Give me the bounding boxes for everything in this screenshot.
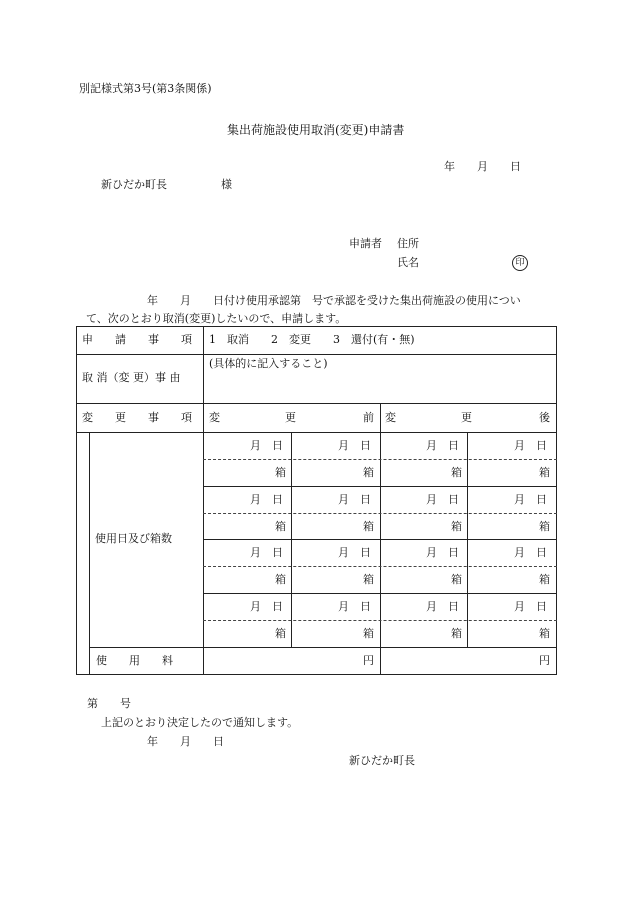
box-cell: 箱 [451, 573, 462, 586]
date-cell: 月 日 [250, 600, 283, 613]
name-label: 氏名 [397, 256, 419, 269]
application-form-table [76, 326, 557, 675]
notice-number: 第 号 [87, 697, 131, 710]
after-header-left: 変 [385, 411, 396, 424]
box-cell: 箱 [363, 627, 374, 640]
box-cell: 箱 [275, 627, 286, 640]
date-cell: 月 日 [426, 546, 459, 559]
date-cell: 月 日 [514, 600, 547, 613]
before-header-left: 変 [209, 411, 220, 424]
box-cell: 箱 [363, 573, 374, 586]
before-header-mid: 更 [285, 411, 296, 424]
date-cell: 月 日 [250, 439, 283, 452]
after-header-mid: 更 [461, 411, 472, 424]
date-cell: 月 日 [514, 493, 547, 506]
box-cell: 箱 [539, 520, 550, 533]
box-cell: 箱 [451, 520, 462, 533]
date-cell: 月 日 [338, 439, 371, 452]
box-cell: 箱 [539, 573, 550, 586]
honorific: 様 [221, 178, 232, 191]
addressee: 新ひだか町長 [101, 178, 167, 191]
date-cell: 月 日 [250, 546, 283, 559]
date-cell: 月 日 [338, 600, 371, 613]
date-cell: 月 日 [426, 600, 459, 613]
application-item-label: 申 請 事 項 [82, 333, 192, 346]
applicant-label: 申請者 [349, 237, 382, 250]
box-cell: 箱 [275, 466, 286, 479]
notice-text: 上記のとおり決定したので通知します。 [101, 716, 299, 729]
yen-after: 円 [539, 654, 550, 667]
usage-days-boxes-label: 使用日及び箱数 [95, 532, 172, 545]
box-cell: 箱 [275, 573, 286, 586]
notice-date: 年 月 日 [147, 735, 224, 748]
box-cell: 箱 [451, 466, 462, 479]
date-cell: 月 日 [250, 493, 283, 506]
box-cell: 箱 [539, 466, 550, 479]
form-reference: 別記様式第3号(第3条関係) [79, 82, 212, 95]
date-cell: 月 日 [338, 493, 371, 506]
application-item-options: 1 取消 2 変更 3 還付(有・無) [209, 333, 415, 346]
usage-fee-label: 使 用 料 [96, 654, 173, 667]
after-header-right: 後 [539, 411, 550, 424]
address-label: 住所 [397, 237, 419, 250]
cancellation-reason-label: 取 消（変 更）事 由 [82, 371, 181, 384]
date-cell: 月 日 [426, 439, 459, 452]
issuer-name: 新ひだか町長 [349, 754, 415, 767]
date-cell: 月 日 [338, 546, 371, 559]
box-cell: 箱 [363, 466, 374, 479]
body-text-line-2: て、次のとおり取消(変更)したいので、申請します。 [86, 312, 347, 325]
reason-instruction-note: (具体的に記入すること) [209, 357, 328, 370]
seal-mark: 印 [512, 255, 528, 271]
document-title: 集出荷施設使用取消(変更)申請書 [227, 123, 405, 137]
body-text-line-1: 年 月 日付け使用承認第 号で承認を受けた集出荷施設の使用につい [147, 294, 521, 307]
box-cell: 箱 [451, 627, 462, 640]
box-cell: 箱 [275, 520, 286, 533]
before-header-right: 前 [363, 411, 374, 424]
yen-before: 円 [363, 654, 374, 667]
date-cell: 月 日 [514, 439, 547, 452]
box-cell: 箱 [363, 520, 374, 533]
date-cell: 月 日 [514, 546, 547, 559]
box-cell: 箱 [539, 627, 550, 640]
change-item-label: 変 更 事 項 [82, 411, 192, 424]
application-date: 年 月 日 [444, 160, 521, 173]
date-cell: 月 日 [426, 493, 459, 506]
